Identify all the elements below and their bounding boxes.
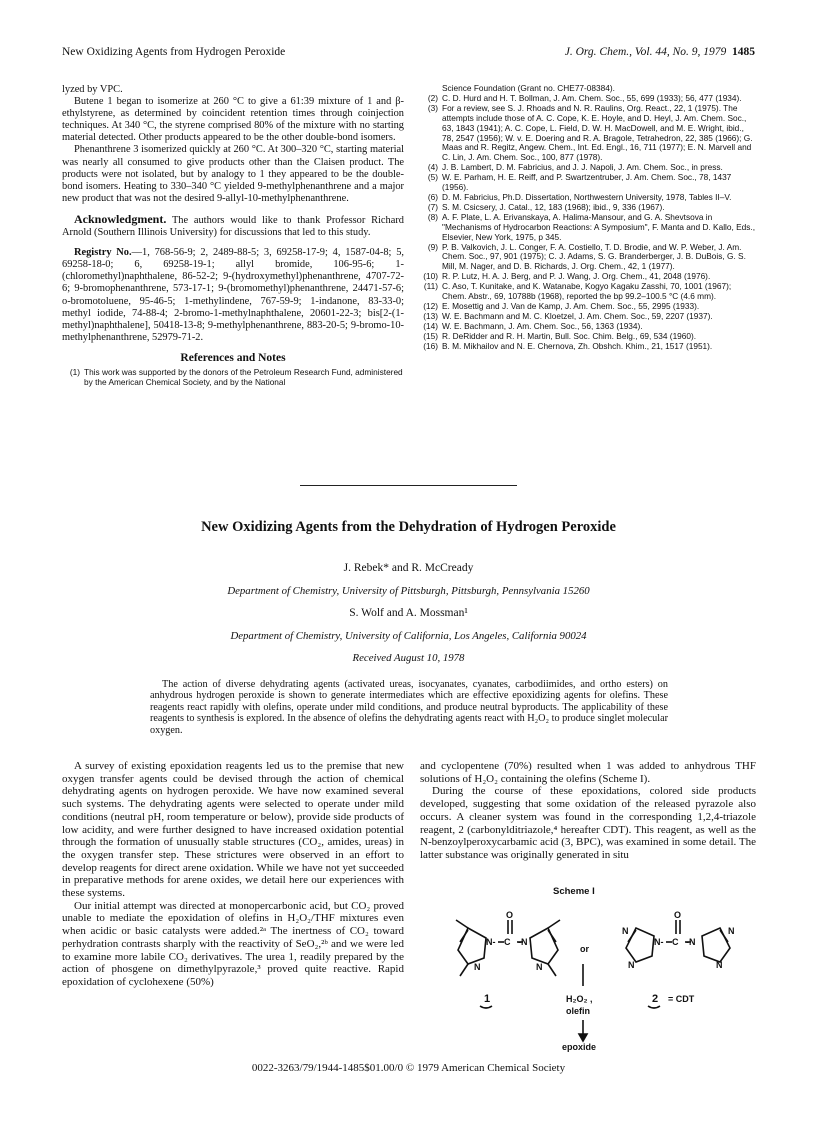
reference-text: P. B. Valkovich, J. L. Conger, F. A. Costiello, T. D. Brodie, and W. P. Weber, J. Am. Chem. Soc., 97, 901 (1975); C. J. Adams, S. G. Branderberger, J. B. DuBois, G. S. Mill, M. Nager, and D. B. Richards, J. Org. Chem., 42, 1 (1977). [442, 241, 746, 272]
abstract-text: The action of diverse dehydrating agents (activated ureas, isocyanates, cyanates, carbodiimides, and ortho esters) on anhydrous hydrogen peroxide is shown to generate intermediates which are effective epoxidizing agents for olefins. These reagents react rapidly with olefins, operate under mild conditions, and produce neutral byproducts. The applicability of these reagents to synthesis is explored. In the absence of olefins the dehydrating agents react with H₂O₂ to produce singlet molecular oxygen. [150, 679, 668, 736]
reference-item [420, 282, 756, 302]
atom-label-n: N [474, 962, 481, 972]
reference-item [420, 104, 756, 163]
registry-text: —1, 768-56-9; 2, 2489-88-5; 3, 69258-17-9; 4, 1587-04-8; 5, 69258-18-0; 6, 69258-19-1; allyl bromide, 106-95-6; 1-(chloromethyl)naphthalene, 86-52-2; 9-(hydroxymethyl)phenanthrene, 4707-72-6; 9-bromophenanthrene, 573-17-1; 9-(bromomethyl)phenanthrene, 24471-57-6; o-bromotoluene, 95-46-5; 1-methylindene, 767-59-9; 1-indanone, 83-33-0; methyl iodide, 74-88-4; 2-bromo-1-methylnaphthalene, 20601-22-3; bis[2-(1-methyl)naphthalene], 50418-13-8; 9-methylphenanthrene, 883-20-5; 9-bromo-10-methylphenanthrene, 52979-71-2. [62, 247, 404, 343]
paragraph: Butene 1 began to isomerize at 260 °C to give a 61:39 mixture of 1 and β-ethylstyrene, as determined by coincident retention times through coinjection techniques. At 340 °C, the styrene comprised 80% of the mixture with no starting material detected. Other products appeared to be the other double-bond isomers. [62, 96, 404, 144]
reference-item [62, 368, 404, 388]
page-number: 1485 [732, 46, 755, 58]
scheme-or: or [580, 944, 589, 954]
reference-text: W. E. Parham, H. E. Reiff, and P. Swartzentruber, J. Am. Chem. Soc., 78, 1437 (1956). [442, 172, 732, 193]
reference-text: A. F. Plate, L. A. Erivanskaya, A. Halima-Mansour, and G. A. Shevtsova in "Mechanisms of Hydrocarbon Reactions: A Symposium", F. Manta and D. Kallo, Eds., Elsevier, New York, 1975, p 345. [442, 211, 756, 242]
reference-text: J. B. Lambert, D. M. Fabricius, and J. J. Napoli, J. Am. Chem. Soc., in press. [442, 162, 723, 173]
article-title: New Oxidizing Agents from the Dehydration of Hydrogen Peroxide [201, 519, 616, 535]
atom-label-n: N- [654, 937, 664, 947]
paragraph: and cyclopentene (70%) resulted when 1 was added to anhydrous THF solutions of H₂O₂ containing the olefins (Scheme I). [420, 760, 756, 785]
reference-text: C. Aso, T. Kunitake, and K. Watanabe, Kogyo Kagaku Zasshi, 70, 1001 (1967); Chem. Abstr., 69, 10788b (1968), reported the bp 99.2–100.5 °C (4.6 mm). [442, 281, 732, 302]
reference-number: (2) [427, 92, 438, 103]
atom-label-n: N [622, 926, 629, 936]
affiliation-1: Department of Chemistry, University of Pittsburgh, Pittsburgh, Pennsylvania 15260 [227, 585, 590, 597]
reference-text: For a review, see S. J. Rhoads and N. R. Raulins, Org. React., 22, 1 (1975). The attempts include those of A. C. Cope, K. E. Hoyle, and D. Heyl, J. Am. Chem. Soc., 63, 1843 (1941); A. C. Cope, L. Field, D. W. H. MacDowell, and M. E. Wright, ibid., 78, 2547 (1956); W. v. E. Doering and R. A. Bragole, Tetrahedron, 22, 385 (1966); G. Maas and R. Regitz, Angew. Chem., Int. Ed. Engl., 16, 711 (1977); E. N. Marvell and C. Lin, J. Am. Chem. Soc., 100, 877 (1978). [442, 102, 753, 163]
authors-line-2: S. Wolf and A. Mossman¹ [349, 607, 468, 619]
atom-label-n: -N [518, 937, 528, 947]
reference-text: R. DeRidder and R. H. Martin, Bull. Soc. Chim. Belg., 69, 534 (1960). [442, 330, 697, 341]
acknowledgment [62, 213, 404, 239]
compound-label-2: 2 [652, 993, 659, 1005]
journal-citation: J. Org. Chem., Vol. 44, No. 9, 1979 [564, 46, 727, 58]
compound-label-1: 1 [484, 993, 491, 1005]
received-date: Received August 10, 1978 [352, 652, 465, 664]
reference-text: W. E. Bachmann and M. C. Kloetzel, J. Am. Chem. Soc., 59, 2207 (1937). [442, 310, 713, 321]
paragraph: During the course of these epoxidations, colored side products developed, suggesting that some oxidation of the released pyrazole also occurs. A cleaner system was found in the corresponding 1,2,4-triazole reagent, 2 (carbonylditriazole,⁴ hereafter CDT). This reagent, as well as the N-benzoylperoxycarbamic acid (3, BPC), was examined in some detail. The latter substance was originally generated in situ [420, 785, 756, 861]
running-header-title: New Oxidizing Agents from Hydrogen Peroxide [62, 46, 286, 58]
reference-text: W. E. Bachmann, J. Am. Chem. Soc., 56, 1363 (1934). [442, 320, 643, 331]
underline-squiggle [480, 1006, 492, 1008]
scheme-1-figure [420, 898, 756, 1058]
atom-label-n: N- [486, 937, 496, 947]
affiliation-2: Department of Chemistry, University of California, Los Angeles, California 90024 [230, 630, 587, 642]
reference-number: (6) [427, 191, 438, 202]
page-footer: 0022-3263/79/1944-1485$01.00/0 © 1979 American Chemical Society [251, 1062, 566, 1074]
reference-text: C. D. Hurd and H. T. Bollman, J. Am. Chem. Soc., 55, 699 (1933); 56, 477 (1934). [442, 92, 742, 103]
reference-number: (4) [427, 162, 438, 173]
reference-item [420, 213, 756, 243]
references-list-left [62, 368, 404, 388]
pyrazole-urea-structure [456, 920, 560, 976]
paragraph: A survey of existing epoxidation reagents led us to the premise that new oxygen transfer agents could be devised through the action of chemical dehydrating agents on hydrogen peroxide. We have now examined several such systems. The dehydrating agents were selected to operate under mild conditions (neutral pH, room temperature or below), provide side products of low acidity, and were further designed to have increased oxidation potential through the formation of unusually stable structures (CO₂, amides, ureas) in the oxygen transfer step. These strictures were observed in an effort to develop reagents for direct arene oxidation. While we have not yet succeeded in preparative methods for arene oxides, we detail here our experiences with these systems. [62, 760, 404, 900]
reference-item [420, 173, 756, 193]
paragraph: lyzed by VPC. [62, 84, 123, 95]
registry-heading: Registry No. [74, 247, 132, 259]
acknowledgment-heading: Acknowledgment. [74, 211, 167, 226]
article-divider [300, 485, 517, 486]
cdt-label: = CDT [668, 994, 695, 1004]
paragraph: Phenanthrene 3 isomerized quickly at 260 °C. At 300–320 °C, starting material was nearly all consumed to give products other than the Claisen product. The products were not isolated, but by analogy to 1 they appeared to be the double-bond isomers. Heating to 330–340 °C yielded 9-methylphenanthrene and a major new product that was not the desired 9-allyl-10-methylphenanthrene. [62, 144, 404, 204]
reference-text: R. P. Lutz, H. A. J. Berg, and P. J. Wang, J. Org. Chem., 41, 2048 (1976). [442, 271, 711, 282]
body-right-column [420, 760, 756, 862]
reference-number: (3) [427, 102, 438, 113]
atom-label-n: N [536, 962, 543, 972]
reference-text: S. M. Csicsery, J. Catal., 12, 183 (1968); ibid., 9, 336 (1967). [442, 201, 665, 212]
running-header-journal [565, 46, 755, 58]
reference-text: B. M. Mikhailov and N. E. Chernova, Zh. Obshch. Khim., 21, 1517 (1951). [442, 340, 713, 351]
abstract [150, 679, 668, 736]
scheme-title: Scheme I [553, 886, 595, 897]
authors-line-1: J. Rebek* and R. McCready [343, 562, 474, 574]
product-label: epoxide [562, 1042, 597, 1052]
reagent-label: H₂O₂ , [566, 994, 593, 1004]
reference-number: (14) [423, 320, 438, 331]
reference-number: (9) [427, 241, 438, 252]
reference-number: (10) [423, 271, 438, 282]
reference-number: (8) [427, 211, 438, 222]
reference-number: (7) [427, 201, 438, 212]
atom-label-n: N [728, 926, 735, 936]
reference-text: E. Mosettig and J. Van de Kamp, J. Am. Chem. Soc., 55, 2995 (1933). [442, 300, 700, 311]
underline-squiggle [648, 1006, 660, 1008]
olefin-label: olefin [566, 1006, 590, 1016]
body-left-column [62, 760, 404, 989]
reference-text: D. M. Fabricius, Ph.D. Dissertation, Northwestern University, 1978, Tables II–V. [442, 191, 732, 202]
acknowledgment-text: The authors would like to thank Professor Richard Arnold (Southern Illinois University) for discussions that led to this study. [62, 214, 404, 239]
prev-article-left-column [62, 84, 404, 388]
references-list-right [420, 84, 756, 351]
paragraph: Our initial attempt was directed at monopercarbonic acid, but CO₂ proved unable to mediate the epoxidation of olefins in H₂O₂/THF mixtures even when acidic or basic catalysts were added.²ᵃ The inertness of CO₂ toward perhydration contrasts sharply with the reactivity of SeO₂,²ᵇ and we were led to examine more labile CO₂ derivatives. The urea 1, readily prepared by the action of phosgene on dimethylpyrazole,³ proved quite reactive. Rapid epoxidation of cyclohexene (50%) [62, 899, 404, 988]
atom-label-c: C [672, 937, 679, 947]
reference-item [420, 342, 756, 352]
atom-label-c: C [504, 937, 511, 947]
atom-label-o: O [674, 910, 682, 920]
atom-label-n: N [628, 960, 635, 970]
reference-number: (11) [423, 281, 438, 292]
atom-label-n: N [716, 960, 723, 970]
reference-number: (1) [69, 366, 80, 377]
atom-label-n: -N [686, 937, 696, 947]
reference-number: (5) [427, 172, 438, 183]
reference-text: Science Foundation (Grant no. CHE77-08384). [442, 83, 615, 93]
reference-number: (16) [423, 340, 438, 351]
reference-item [420, 243, 756, 273]
references-heading: References and Notes [180, 351, 286, 364]
reference-number: (15) [423, 330, 438, 341]
reference-text: This work was supported by the donors of the Petroleum Research Fund, administered by the American Chemical Society, and by the National [84, 366, 403, 387]
atom-label-o: O [506, 910, 514, 920]
down-arrow-icon [579, 1034, 587, 1041]
reference-number: (12) [423, 300, 438, 311]
reference-number: (13) [423, 310, 438, 321]
registry-numbers [62, 247, 404, 344]
